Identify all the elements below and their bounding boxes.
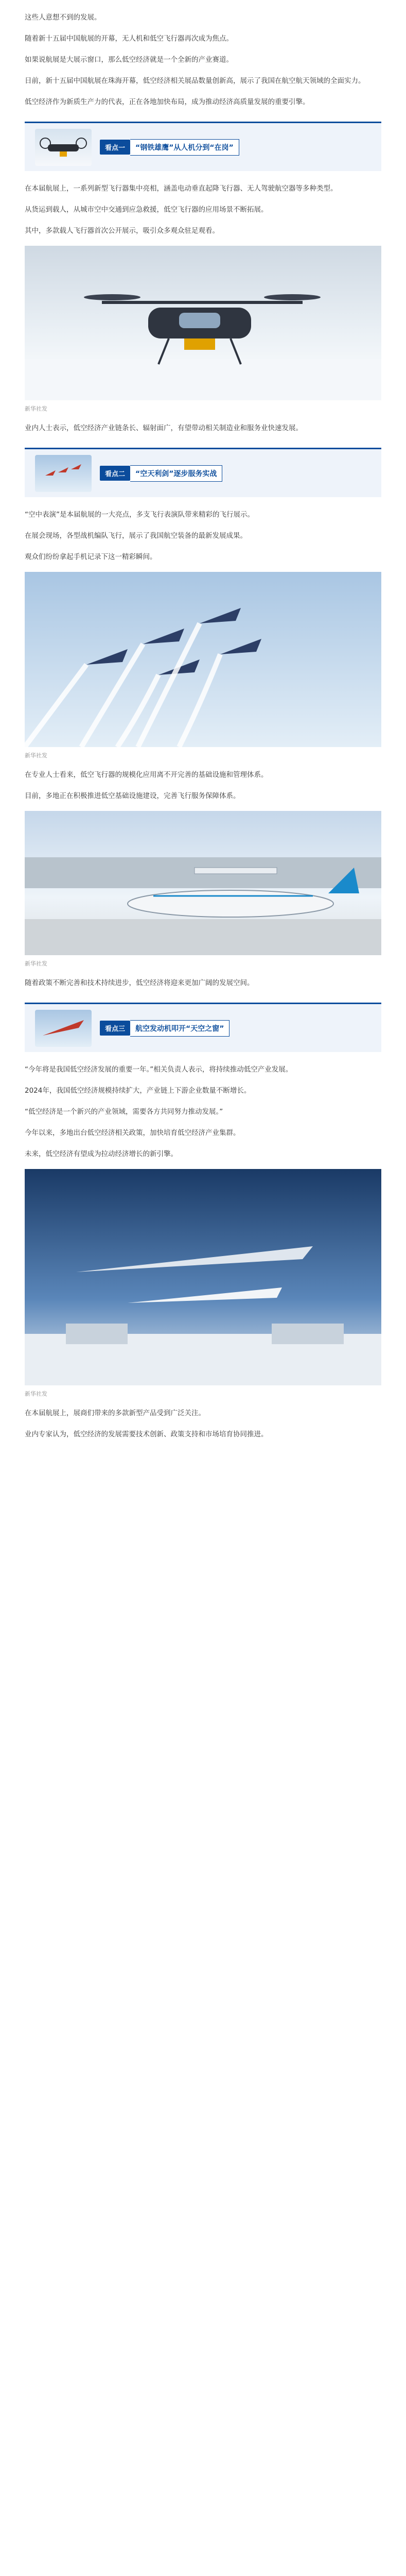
photo-airport-aircraft bbox=[25, 811, 381, 955]
section-thumb-image bbox=[35, 1010, 92, 1047]
intro-paragraph: 日前，新十五届中国航展在珠海开幕，低空经济相关展品数量创新高，展示了我国在航空航天领域的全面实力。 bbox=[25, 77, 365, 85]
section-banner-3 bbox=[25, 1003, 381, 1052]
section-banner-2 bbox=[25, 448, 381, 497]
body-paragraph: 未来，低空经济有望成为拉动经济增长的新引擎。 bbox=[25, 1150, 178, 1158]
body-paragraph: 随着政策不断完善和技术持续进步，低空经济将迎来更加广阔的发展空间。 bbox=[25, 979, 254, 987]
photo-caption: 新华社发 bbox=[25, 405, 47, 412]
photo-caption: 新华社发 bbox=[25, 960, 47, 967]
section-tag-label: 看点一 bbox=[100, 140, 130, 155]
intro-paragraph: 随着新十五届中国航展的开幕，无人机和低空飞行器再次成为焦点。 bbox=[25, 35, 233, 43]
body-paragraph: 业内专家认为，低空经济的发展需要技术创新、政策支持和市场培育协同推进。 bbox=[25, 1430, 268, 1438]
photo-evtol-snow bbox=[25, 246, 381, 400]
section-tag-label: 看点三 bbox=[100, 1021, 130, 1036]
body-paragraph: 今年以来，多地出台低空经济相关政策，加快培育低空经济产业集群。 bbox=[25, 1129, 240, 1137]
body-paragraph: 在本届航展上，展商们带来的多款新型产品受到广泛关注。 bbox=[25, 1409, 205, 1417]
body-paragraph: 在专业人士看来，低空飞行器的规模化应用离不开完善的基础设施和管理体系。 bbox=[25, 771, 268, 779]
section-banner-1 bbox=[25, 122, 381, 171]
intro-paragraph: 低空经济作为新质生产力的代表，正在各地加快布局，成为推动经济高质量发展的重要引擎。 bbox=[25, 98, 310, 106]
body-paragraph: “低空经济是一个新兴的产业领域，需要各方共同努力推动发展。” bbox=[25, 1108, 223, 1116]
body-paragraph: 观众们纷纷拿起手机记录下这一精彩瞬间。 bbox=[25, 553, 157, 561]
body-paragraph: 在展会现场，各型战机编队飞行，展示了我国航空装备的最新发展成果。 bbox=[25, 532, 247, 540]
aircraft-thumb-icon bbox=[35, 129, 92, 166]
red-aircraft-thumb-icon bbox=[35, 1010, 92, 1047]
intro-paragraph: 如果说航展是大展示窗口，那么低空经济就是一个全新的产业赛道。 bbox=[25, 56, 233, 64]
section-thumb-image bbox=[35, 455, 92, 492]
intro-paragraph: 这些人意想不到的发展。 bbox=[25, 13, 101, 22]
body-paragraph: 业内人士表示，低空经济产业链条长、辐射面广，有望带动相关制造业和服务业快速发展。 bbox=[25, 424, 303, 432]
body-paragraph: 其中，多款载人飞行器首次公开展示，吸引众多观众驻足观看。 bbox=[25, 227, 219, 235]
fighter-jets-icon bbox=[25, 572, 381, 747]
section-thumb-image bbox=[35, 129, 92, 166]
body-paragraph: 在本届航展上，一系列新型飞行器集中亮相，涵盖电动垂直起降飞行器、无人驾驶航空器等多种类型。 bbox=[25, 184, 338, 193]
evtol-aircraft-icon bbox=[25, 246, 381, 400]
body-paragraph: “今年将是我国低空经济发展的重要一年。”相关负责人表示，将持续推动低空产业发展。 bbox=[25, 1065, 293, 1074]
body-paragraph: 从货运到载人，从城市空中交通到应急救援，低空飞行器的应用场景不断拓展。 bbox=[25, 206, 268, 214]
section-title: “空天利剑”逐步服务实战 bbox=[130, 465, 222, 482]
photo-caption: 新华社发 bbox=[25, 752, 47, 759]
section-tag bbox=[100, 139, 239, 156]
photo-expo-hall bbox=[25, 1169, 381, 1385]
body-paragraph: 目前，多地正在积极推进低空基础设施建设，完善飞行服务保障体系。 bbox=[25, 792, 240, 800]
jets-thumb-icon bbox=[35, 455, 92, 492]
expo-models-icon bbox=[25, 1169, 381, 1385]
body-paragraph: 2024年，我国低空经济规模持续扩大，产业链上下游企业数量不断增长。 bbox=[25, 1087, 251, 1095]
section-tag bbox=[100, 465, 222, 482]
section-tag-label: 看点二 bbox=[100, 466, 130, 481]
photo-air-show bbox=[25, 572, 381, 747]
section-title: “钢铁雄鹰”从人机分到“在岗” bbox=[130, 139, 239, 156]
section-title: 航空发动机叩开“天空之窗” bbox=[130, 1020, 230, 1037]
body-paragraph: “空中表演”是本届航展的一大亮点，多支飞行表演队带来精彩的飞行展示。 bbox=[25, 511, 254, 519]
passenger-aircraft-icon bbox=[25, 811, 381, 955]
section-tag bbox=[100, 1020, 230, 1037]
photo-caption: 新华社发 bbox=[25, 1391, 47, 1397]
